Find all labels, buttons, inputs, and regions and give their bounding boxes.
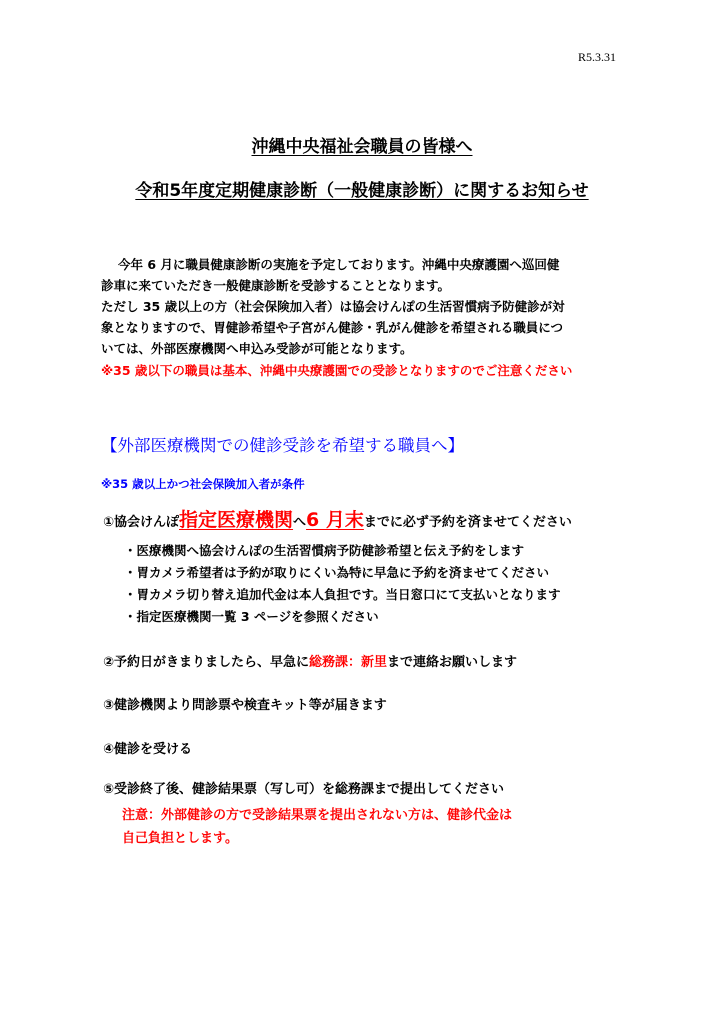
step-2-suffix: まで連絡お願いします (387, 655, 518, 670)
step-4: ④健診を受ける (103, 742, 193, 757)
step-1-middle: へ (293, 515, 307, 530)
title-line-1: 沖縄中央福祉会職員の皆様へ (251, 137, 473, 157)
bullet-item: ・胃カメラ希望者は予約が取りにくい為特に早急に予約を済ませてください (124, 565, 550, 580)
bullet-item: ・指定医療機関一覧 3 ページを参照ください (124, 609, 379, 624)
step-1-designated-facility: 指定医療機関 (179, 509, 294, 531)
section-heading: 【外部医療機関での健診受診を希望する職員へ】 (101, 436, 464, 455)
bullet-item: ・胃カメラ切り替え追加代金は本人負担です。当日窓口にて支払いとなります (124, 587, 561, 602)
document-date: R5.3.31 (578, 50, 617, 64)
step-5: ⑤受診終了後、健診結果票（写し可）を総務課まで提出してください (103, 782, 505, 797)
bullet-item: ・医療機関へ協会けんぽの生活習慣病予防健診希望と伝え予約をします (124, 543, 525, 558)
step-3: ③健診機関より問診票や検査キット等が届きます (103, 698, 387, 713)
intro-warning: ※35 歳以下の職員は基本、沖縄中央療護園での受診となりますのでご注意ください (101, 363, 573, 378)
step-1 (103, 505, 572, 532)
step-1-deadline: 6 月末 (306, 509, 364, 531)
notice-line-1: 注意：外部健診の方で受診結果票を提出されない方は、健診代金は (122, 808, 513, 823)
title-line-2: 令和5年度定期健康診断（一般健康診断）に関するお知らせ (135, 181, 589, 201)
section-condition: ※35 歳以上かつ社会保険加入者が条件 (101, 477, 305, 491)
notice-line-2: 自己負担とします。 (122, 831, 238, 846)
step-1-prefix: ①協会けんぽ (103, 515, 180, 530)
intro-line-5: いては、外部医療機関へ申込み受診が可能となります。 (101, 341, 413, 356)
step-2-prefix: ②予約日がきまりましたら、早急に (103, 655, 310, 670)
step-2-contact: 総務課：新里 (309, 655, 388, 670)
step-2 (103, 651, 517, 670)
step-1-suffix: までに必ず予約を済ませてください (363, 515, 572, 530)
intro-line-4: 象となりますので、胃健診希望や子宮がん健診・乳がん健診を希望される職員につ (101, 320, 564, 335)
intro-line-3: ただし 35 歳以上の方（社会保険加入者）は協会けんぽの生活習慣病予防健診が対 (101, 299, 565, 314)
intro-line-2: 診車に来ていただき一般健康診断を受診することとなります。 (101, 278, 451, 293)
intro-line-1: 今年 6 月に職員健康診断の実施を予定しております。沖縄中央療護園へ巡回健 (118, 257, 560, 272)
